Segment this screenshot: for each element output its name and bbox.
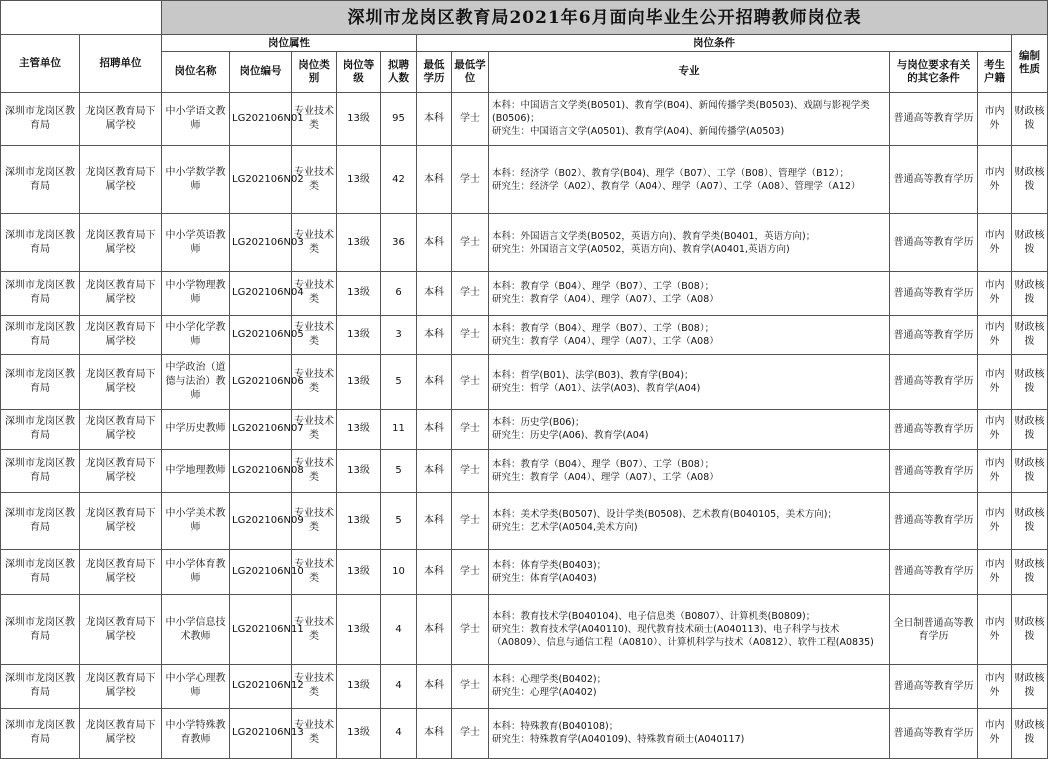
header-dept: 主管单位 xyxy=(1,35,80,92)
header-hukou: 考生户籍 xyxy=(978,52,1012,92)
cell-degree: 学士 xyxy=(452,549,489,594)
cell-dept: 深圳市龙岗区教育局 xyxy=(1,271,80,315)
cell-category: 专业技术类 xyxy=(292,409,337,449)
cell-edu: 本科 xyxy=(417,271,452,315)
cell-major xyxy=(489,145,890,213)
major-line: 研究生：经济学（A02）、教育学（A04）、理学（A07）、工学（A08）、管理学（A12） xyxy=(492,180,861,192)
cell-hukou: 市内外 xyxy=(978,549,1012,594)
table-row xyxy=(1,594,1048,664)
cell-grade: 13级 xyxy=(337,449,381,492)
cell-other: 普通高等教育学历 xyxy=(890,355,978,409)
cell-unit: 龙岗区教育局下属学校 xyxy=(80,271,162,315)
cell-other: 普通高等教育学历 xyxy=(890,145,978,213)
cell-count: 4 xyxy=(381,708,417,758)
cell-nature: 财政核拨 xyxy=(1012,145,1048,213)
table-row xyxy=(1,493,1048,549)
cell-edu: 本科 xyxy=(417,665,452,708)
major-line: 本科：中国语言文学类(B0501)、教育学(B04)、新闻传播学类(B0503)、戏剧与影视学类(B0506)； xyxy=(492,100,870,125)
major-line: 研究生：外国语言文学(A0502，英语方向)、教育学(A0401,英语方向) xyxy=(492,243,790,255)
title-stub xyxy=(1,1,162,35)
cell-other: 普通高等教育学历 xyxy=(890,271,978,315)
cell-dept: 深圳市龙岗区教育局 xyxy=(1,665,80,708)
major-line: 研究生：中国语言文学(A0501)、教育学(A04)、新闻传播学(A0503) xyxy=(492,126,785,138)
cell-other: 普通高等教育学历 xyxy=(890,92,978,145)
cell-grade: 13级 xyxy=(337,355,381,409)
cell-other: 普通高等教育学历 xyxy=(890,665,978,708)
header-name: 岗位名称 xyxy=(162,52,230,92)
table-row xyxy=(1,549,1048,594)
cell-name: 中小学物理教师 xyxy=(162,271,230,315)
cell-code: LG202106N06 xyxy=(230,355,292,409)
cell-other: 全日制普通高等教育学历 xyxy=(890,594,978,664)
major-line: 本科：体育学类(B0403)； xyxy=(492,559,607,571)
table-row xyxy=(1,665,1048,708)
cell-edu: 本科 xyxy=(417,549,452,594)
cell-other: 普通高等教育学历 xyxy=(890,214,978,271)
header-degree: 最低学位 xyxy=(452,52,489,92)
cell-unit: 龙岗区教育局下属学校 xyxy=(80,355,162,409)
cell-count: 5 xyxy=(381,449,417,492)
table-row xyxy=(1,316,1048,355)
cell-count: 42 xyxy=(381,145,417,213)
cell-name: 中学地理教师 xyxy=(162,449,230,492)
header-major: 专业 xyxy=(489,52,890,92)
cell-unit: 龙岗区教育局下属学校 xyxy=(80,316,162,355)
cell-category: 专业技术类 xyxy=(292,665,337,708)
cell-grade: 13级 xyxy=(337,549,381,594)
major-line: 研究生：教育学（A04）、理学（A07）、工学（A08） xyxy=(492,472,719,483)
cell-dept: 深圳市龙岗区教育局 xyxy=(1,355,80,409)
cell-count: 36 xyxy=(381,214,417,271)
cell-hukou: 市内外 xyxy=(978,271,1012,315)
cell-name: 中小学语文教师 xyxy=(162,92,230,145)
cell-degree: 学士 xyxy=(452,316,489,355)
cell-name: 中小学数学教师 xyxy=(162,145,230,213)
cell-grade: 13级 xyxy=(337,708,381,758)
header-attr-group: 岗位属性 xyxy=(162,35,417,52)
cell-dept: 深圳市龙岗区教育局 xyxy=(1,316,80,355)
major-line: 本科：外国语言文学类(B0502，英语方向)、教育学类(B0401，英语方向)； xyxy=(492,230,816,242)
header-nature: 编制性质 xyxy=(1012,35,1048,92)
cell-dept: 深圳市龙岗区教育局 xyxy=(1,449,80,492)
cell-name: 中小学信息技术教师 xyxy=(162,594,230,664)
cell-edu: 本科 xyxy=(417,449,452,492)
cell-code: LG202106N03 xyxy=(230,214,292,271)
cell-dept: 深圳市龙岗区教育局 xyxy=(1,549,80,594)
cell-edu: 本科 xyxy=(417,145,452,213)
cell-count: 5 xyxy=(381,493,417,549)
table-row xyxy=(1,409,1048,449)
cell-hukou: 市内外 xyxy=(978,145,1012,213)
cell-unit: 龙岗区教育局下属学校 xyxy=(80,708,162,758)
cell-count: 11 xyxy=(381,409,417,449)
cell-unit: 龙岗区教育局下属学校 xyxy=(80,594,162,664)
cell-name: 中小学特殊教育教师 xyxy=(162,708,230,758)
cell-code: LG202106N09 xyxy=(230,493,292,549)
cell-grade: 13级 xyxy=(337,92,381,145)
header-unit: 招聘单位 xyxy=(80,35,162,92)
header-category: 岗位类别 xyxy=(292,52,337,92)
cell-grade: 13级 xyxy=(337,145,381,213)
cell-dept: 深圳市龙岗区教育局 xyxy=(1,92,80,145)
major-line: 研究生：哲学（A01）、法学(A03)、教育学(A04) xyxy=(492,382,701,394)
cell-major xyxy=(489,214,890,271)
cell-unit: 龙岗区教育局下属学校 xyxy=(80,214,162,271)
cell-edu: 本科 xyxy=(417,409,452,449)
cell-dept: 深圳市龙岗区教育局 xyxy=(1,594,80,664)
cell-grade: 13级 xyxy=(337,271,381,315)
cell-category: 专业技术类 xyxy=(292,316,337,355)
cell-category: 专业技术类 xyxy=(292,708,337,758)
major-line: 研究生：体育学(A0403) xyxy=(492,572,597,584)
major-line: 研究生：艺术学(A0504,美术方向) xyxy=(492,521,638,533)
cell-hukou: 市内外 xyxy=(978,316,1012,355)
cell-hukou: 市内外 xyxy=(978,409,1012,449)
header-count: 拟聘人数 xyxy=(381,52,417,92)
cell-hukou: 市内外 xyxy=(978,355,1012,409)
cell-nature: 财政核拨 xyxy=(1012,355,1048,409)
page-title: 深圳市龙岗区教育局2021年6月面向毕业生公开招聘教师岗位表 xyxy=(162,1,1048,35)
cell-dept: 深圳市龙岗区教育局 xyxy=(1,493,80,549)
header-other: 与岗位要求有关的其它条件 xyxy=(890,52,978,92)
cell-edu: 本科 xyxy=(417,708,452,758)
cell-grade: 13级 xyxy=(337,665,381,708)
cell-grade: 13级 xyxy=(337,594,381,664)
cell-degree: 学士 xyxy=(452,92,489,145)
cell-category: 专业技术类 xyxy=(292,355,337,409)
cell-unit: 龙岗区教育局下属学校 xyxy=(80,92,162,145)
cell-name: 中小学体育教师 xyxy=(162,549,230,594)
table-row xyxy=(1,355,1048,409)
cell-name: 中小学英语教师 xyxy=(162,214,230,271)
major-line: 研究生：特殊教育学(A040109)、特殊教育硕士(A040117) xyxy=(492,734,745,746)
cell-degree: 学士 xyxy=(452,708,489,758)
cell-major xyxy=(489,409,890,449)
cell-nature: 财政核拨 xyxy=(1012,594,1048,664)
major-line: 研究生：教育学（A04）、理学（A07）、工学（A08） xyxy=(492,336,719,348)
cell-other: 普通高等教育学历 xyxy=(890,493,978,549)
cell-code: LG202106N13 xyxy=(230,708,292,758)
cell-major xyxy=(489,316,890,355)
cell-code: LG202106N02 xyxy=(230,145,292,213)
major-line: 本科：美术学类(B0507)、设计学类(B0508)、艺术教育(B040105，美术方向)； xyxy=(492,508,837,520)
cell-nature: 财政核拨 xyxy=(1012,708,1048,758)
cell-hukou: 市内外 xyxy=(978,92,1012,145)
cell-degree: 学士 xyxy=(452,214,489,271)
cell-name: 中小学美术教师 xyxy=(162,493,230,549)
cell-edu: 本科 xyxy=(417,92,452,145)
cell-other: 普通高等教育学历 xyxy=(890,409,978,449)
cell-degree: 学士 xyxy=(452,271,489,315)
cell-major xyxy=(489,271,890,315)
cell-major xyxy=(489,549,890,594)
cell-category: 专业技术类 xyxy=(292,145,337,213)
cell-unit: 龙岗区教育局下属学校 xyxy=(80,145,162,213)
cell-major xyxy=(489,92,890,145)
cell-grade: 13级 xyxy=(337,493,381,549)
cell-hukou: 市内外 xyxy=(978,449,1012,492)
cell-other: 普通高等教育学历 xyxy=(890,549,978,594)
major-line: 研究生：教育技术学(A040110)、现代教育技术硕士(A040113)、电子科学与技术（A0809）、信息与通信工程（A0810）、计算机科学与技术（A0812）、软件工程(A0835) xyxy=(492,624,874,649)
cell-degree: 学士 xyxy=(452,355,489,409)
cell-edu: 本科 xyxy=(417,355,452,409)
cell-degree: 学士 xyxy=(452,409,489,449)
cell-nature: 财政核拨 xyxy=(1012,549,1048,594)
cell-category: 专业技术类 xyxy=(292,214,337,271)
cell-hukou: 市内外 xyxy=(978,493,1012,549)
cell-nature: 财政核拨 xyxy=(1012,92,1048,145)
cell-count: 10 xyxy=(381,549,417,594)
cell-code: LG202106N08 xyxy=(230,449,292,492)
major-line: 本科：教育技术学(B040104)、电子信息类（B0807）、计算机类(B0809)； xyxy=(492,611,816,623)
header-edu: 最低学历 xyxy=(417,52,452,92)
cell-count: 4 xyxy=(381,594,417,664)
cell-degree: 学士 xyxy=(452,449,489,492)
major-line: 本科：心理学类(B0402)； xyxy=(492,674,607,686)
header-cond-group: 岗位条件 xyxy=(417,35,1012,52)
header-grade: 岗位等级 xyxy=(337,52,381,92)
cell-unit: 龙岗区教育局下属学校 xyxy=(80,449,162,492)
major-line: 本科：特殊教育(B040108)； xyxy=(492,721,619,733)
cell-nature: 财政核拨 xyxy=(1012,493,1048,549)
cell-count: 95 xyxy=(381,92,417,145)
cell-name: 中学政治（道德与法治）教师 xyxy=(162,355,230,409)
cell-edu: 本科 xyxy=(417,214,452,271)
cell-other: 普通高等教育学历 xyxy=(890,708,978,758)
cell-grade: 13级 xyxy=(337,409,381,449)
major-line: 本科：教育学（B04）、理学（B07）、工学（B08）； xyxy=(492,281,715,293)
cell-unit: 龙岗区教育局下属学校 xyxy=(80,549,162,594)
cell-hukou: 市内外 xyxy=(978,594,1012,664)
major-line: 研究生：心理学(A0402) xyxy=(492,687,597,699)
cell-unit: 龙岗区教育局下属学校 xyxy=(80,493,162,549)
cell-category: 专业技术类 xyxy=(292,271,337,315)
cell-code: LG202106N10 xyxy=(230,549,292,594)
cell-dept: 深圳市龙岗区教育局 xyxy=(1,214,80,271)
cell-degree: 学士 xyxy=(452,493,489,549)
cell-name: 中学历史教师 xyxy=(162,409,230,449)
cell-code: LG202106N01 xyxy=(230,92,292,145)
cell-category: 专业技术类 xyxy=(292,594,337,664)
cell-count: 5 xyxy=(381,355,417,409)
major-line: 研究生：教育学（A04）、理学（A07）、工学（A08） xyxy=(492,294,719,306)
cell-major xyxy=(489,449,890,492)
cell-count: 6 xyxy=(381,271,417,315)
cell-category: 专业技术类 xyxy=(292,449,337,492)
cell-other: 普通高等教育学历 xyxy=(890,449,978,492)
cell-major xyxy=(489,708,890,758)
cell-degree: 学士 xyxy=(452,594,489,664)
cell-hukou: 市内外 xyxy=(978,708,1012,758)
table-row xyxy=(1,145,1048,213)
cell-name: 中小学化学教师 xyxy=(162,316,230,355)
cell-name: 中小学心理教师 xyxy=(162,665,230,708)
cell-major xyxy=(489,493,890,549)
cell-code: LG202106N12 xyxy=(230,665,292,708)
table-row xyxy=(1,214,1048,271)
cell-nature: 财政核拨 xyxy=(1012,409,1048,449)
cell-category: 专业技术类 xyxy=(292,549,337,594)
cell-code: LG202106N11 xyxy=(230,594,292,664)
cell-major xyxy=(489,594,890,664)
cell-unit: 龙岗区教育局下属学校 xyxy=(80,665,162,708)
cell-nature: 财政核拨 xyxy=(1012,316,1048,355)
major-line: 本科：教育学（B04）、理学（B07）、工学（B08）； xyxy=(492,323,715,335)
table-row xyxy=(1,449,1048,492)
cell-degree: 学士 xyxy=(452,145,489,213)
cell-nature: 财政核拨 xyxy=(1012,214,1048,271)
cell-nature: 财政核拨 xyxy=(1012,665,1048,708)
cell-dept: 深圳市龙岗区教育局 xyxy=(1,708,80,758)
cell-degree: 学士 xyxy=(452,665,489,708)
cell-code: LG202106N04 xyxy=(230,271,292,315)
cell-dept: 深圳市龙岗区教育局 xyxy=(1,409,80,449)
cell-nature: 财政核拨 xyxy=(1012,271,1048,315)
cell-category: 专业技术类 xyxy=(292,493,337,549)
cell-nature: 财政核拨 xyxy=(1012,449,1048,492)
cell-edu: 本科 xyxy=(417,594,452,664)
cell-code: LG202106N07 xyxy=(230,409,292,449)
cell-dept: 深圳市龙岗区教育局 xyxy=(1,145,80,213)
cell-edu: 本科 xyxy=(417,316,452,355)
cell-code: LG202106N05 xyxy=(230,316,292,355)
cell-grade: 13级 xyxy=(337,214,381,271)
cell-category: 专业技术类 xyxy=(292,92,337,145)
cell-hukou: 市内外 xyxy=(978,214,1012,271)
major-line: 研究生：历史学(A06)、教育学(A04) xyxy=(492,430,649,442)
major-line: 本科：哲学(B01)、法学(B03)、教育学(B04)； xyxy=(492,369,694,381)
major-line: 本科：经济学（B02）、教育学(B04)、理学（B07）、工学（B08）、管理学（B12）； xyxy=(492,167,849,179)
table-row xyxy=(1,708,1048,758)
cell-count: 4 xyxy=(381,665,417,708)
cell-count: 3 xyxy=(381,316,417,355)
cell-unit: 龙岗区教育局下属学校 xyxy=(80,409,162,449)
table-row xyxy=(1,271,1048,315)
cell-major xyxy=(489,355,890,409)
table-row xyxy=(1,92,1048,145)
cell-edu: 本科 xyxy=(417,493,452,549)
cell-other: 普通高等教育学历 xyxy=(890,316,978,355)
major-line: 本科：教育学（B04）、理学（B07）、工学（B08）； xyxy=(492,459,715,470)
header-code: 岗位编号 xyxy=(230,52,292,92)
cell-grade: 13级 xyxy=(337,316,381,355)
cell-major xyxy=(489,665,890,708)
major-line: 本科：历史学(B06)； xyxy=(492,417,585,429)
cell-hukou: 市内外 xyxy=(978,665,1012,708)
